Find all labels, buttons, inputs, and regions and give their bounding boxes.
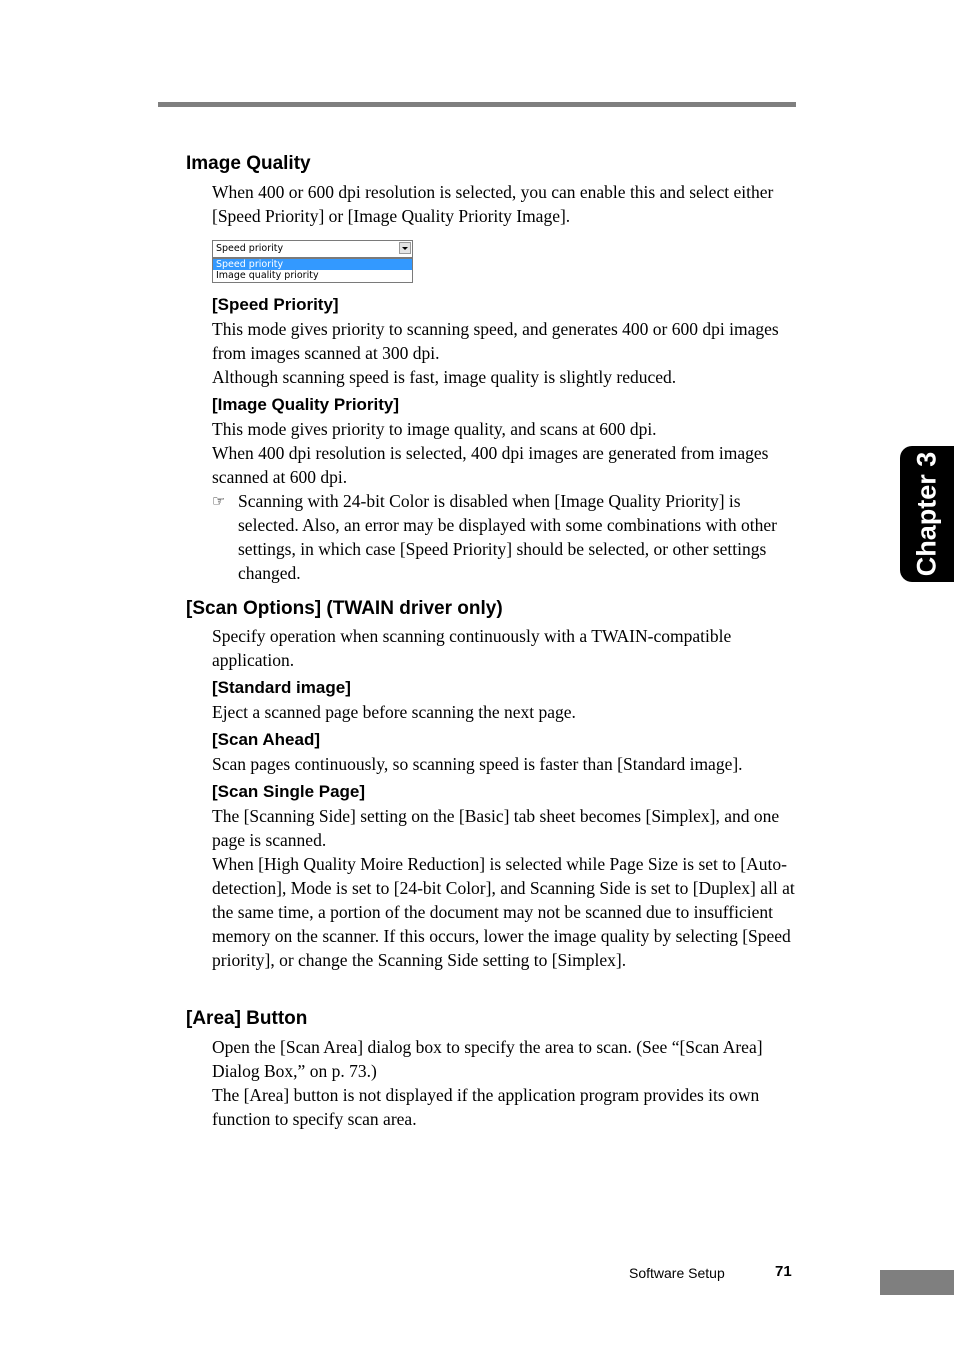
area-button-heading: [Area] Button <box>186 1008 308 1029</box>
image-quality-intro: When 400 or 600 dpi resolution is selected, you can enable this and select either [Speed Priority] or [Image Quality Priority Image]. <box>212 182 774 226</box>
scan-ahead-heading: [Scan Ahead] <box>212 730 321 749</box>
dropdown-selected-value: Speed priority <box>216 243 284 254</box>
standard-image-paragraph: Eject a scanned page before scanning the next page. <box>212 702 576 722</box>
scan-ahead-paragraph: Scan pages continuously, so scanning speed is faster than [Standard image]. <box>212 754 743 774</box>
image-quality-priority-heading: [Image Quality Priority] <box>212 395 400 414</box>
speed-priority-heading: [Speed Priority] <box>212 295 339 314</box>
image-quality-priority-note: Scanning with 24-bit Color is disabled when [Image Quality Priority] is selected. Also, an error may be displayed with some combinations with other settings, in which case [Speed Priority] should be selected, or other settings changed. <box>238 491 777 583</box>
header-rule <box>158 102 796 107</box>
footer-page-number: 71 <box>775 1263 792 1280</box>
speed-priority-paragraph-2: Although scanning speed is fast, image quality is slightly reduced. <box>212 367 677 387</box>
scan-options-heading: [Scan Options] (TWAIN driver only) <box>186 598 503 619</box>
image-quality-dropdown[interactable] <box>212 240 413 282</box>
dropdown-option-list <box>212 258 413 283</box>
speed-priority-paragraph-1: This mode gives priority to scanning speed, and generates 400 or 600 dpi images from images scanned at 300 dpi. <box>212 319 779 363</box>
image-quality-select[interactable] <box>212 240 413 258</box>
standard-image-heading: [Standard image] <box>212 678 351 697</box>
pointing-hand-icon: ☞ <box>212 492 226 510</box>
image-quality-priority-paragraph-2: When 400 dpi resolution is selected, 400 dpi images are generated from images scanned at 600 dpi. <box>212 443 769 487</box>
image-quality-heading: Image Quality <box>186 153 311 174</box>
area-button-paragraph-1: Open the [Scan Area] dialog box to specify the area to scan. (See “[Scan Area] Dialog Box,” on p. 73.) <box>212 1037 763 1081</box>
scan-options-intro: Specify operation when scanning continuously with a TWAIN-compatible application. <box>212 626 732 670</box>
footer-section-title: Software Setup <box>629 1265 725 1281</box>
footer-bar <box>880 1270 954 1295</box>
chevron-down-icon[interactable] <box>399 242 411 254</box>
scan-single-page-heading: [Scan Single Page] <box>212 782 366 801</box>
scan-single-page-paragraph-2: When [High Quality Moire Reduction] is selected while Page Size is set to [Auto-detection], Mode is set to [24-bit Color], and Scanning Side is set to [Duplex] all at the same time, a portion of the document may not be scanned due to insufficient memory on the scanner. If this occurs, lower the image quality by selecting [Speed priority], or change the Scanning Side setting to [Simplex]. <box>212 854 795 970</box>
area-button-paragraph-2: The [Area] button is not displayed if the application program provides its own function to specify scan area. <box>212 1085 760 1129</box>
image-quality-priority-paragraph-1: This mode gives priority to image quality, and scans at 600 dpi. <box>212 419 657 439</box>
scan-single-page-paragraph-1: The [Scanning Side] setting on the [Basic] tab sheet becomes [Simplex], and one page is scanned. <box>212 806 780 850</box>
dropdown-option-speed-priority[interactable]: Speed priority <box>213 259 412 270</box>
dropdown-option-image-quality-priority[interactable]: Image quality priority <box>216 270 319 281</box>
chapter-tab-label: Chapter 3 <box>911 451 942 577</box>
